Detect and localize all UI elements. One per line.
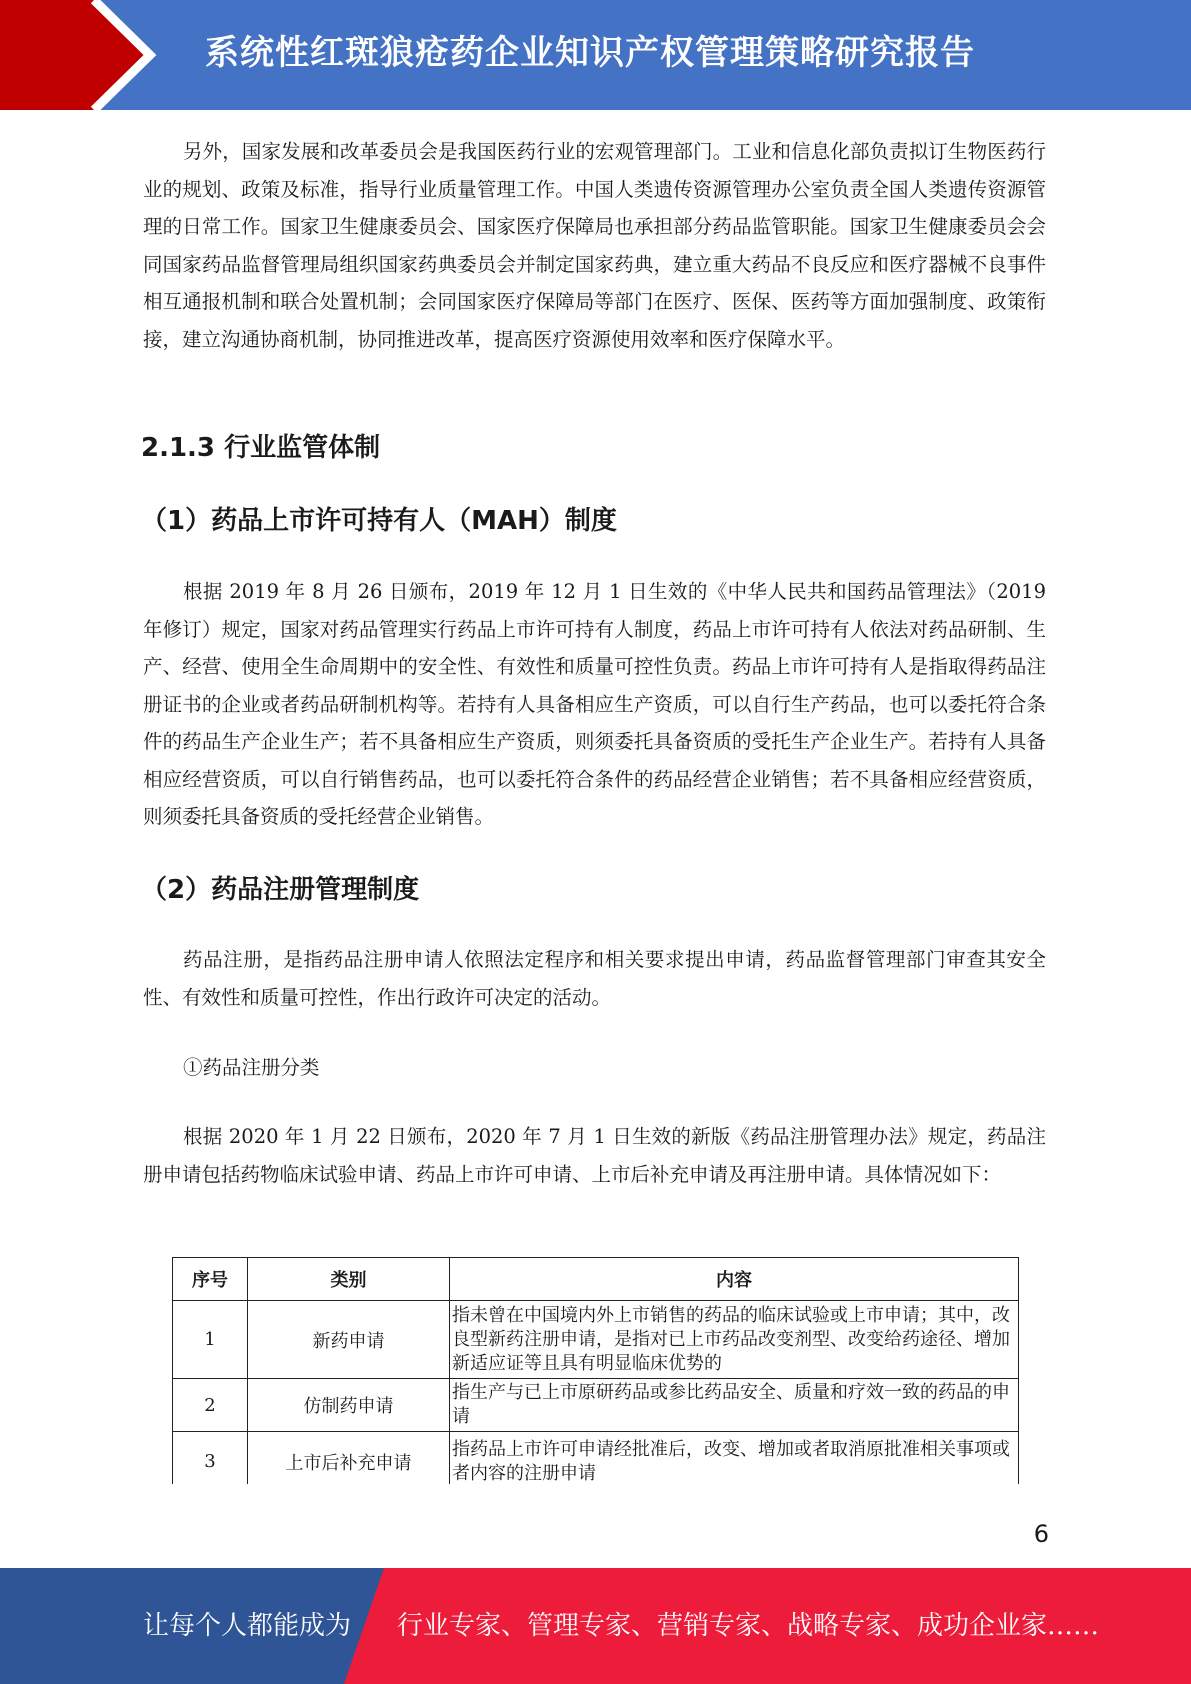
paragraph-registration-rules: 根据 2020 年 1 月 22 日颁布，2020 年 7 月 1 日生效的新版《药品注册管理办法》规定，药品注册申请包括药物临床试验申请、药品上市许可申请、上市后补充申请及再注册申请。具体情况如下： xyxy=(143,1125,1046,1186)
cell-content: 指药品上市许可申请经批准后，改变、增加或者取消原批准相关事项或者内容的注册申请 xyxy=(450,1432,1019,1492)
subheading-mah: （1）药品上市许可持有人（MAH）制度 xyxy=(141,506,617,536)
column-header-type: 类别 xyxy=(248,1258,450,1301)
column-header-content: 内容 xyxy=(450,1258,1019,1301)
table-header-row xyxy=(173,1258,1019,1301)
report-title: 系统性红斑狼疮药企业知识产权管理策略研究报告 xyxy=(205,33,975,73)
cell-type: 上市后补充申请 xyxy=(248,1432,450,1492)
registration-types-table xyxy=(172,1257,1019,1492)
column-header-no: 序号 xyxy=(173,1258,248,1301)
cell-no: 1 xyxy=(173,1301,248,1379)
section-heading-2-1-3: 2.1.3 行业监管体制 xyxy=(141,433,381,463)
paragraph-regulators: 另外，国家发展和改革委员会是我国医药行业的宏观管理部门。工业和信息化部负责拟订生物医药行业的规划、政策及标准，指导行业质量管理工作。中国人类遗传资源管理办公室负责全国人类遗传资源管理的日常工作。国家卫生健康委员会、国家医疗保障局也承担部分药品监管职能。国家卫生健康委员会会同国家药品监督管理局组织国家药典委员会并制定国家药典，建立重大药品不良反应和医疗器械不良事件相互通报机制和联合处置机制；会同国家医疗保障局等部门在医疗、医保、医药等方面加强制度、政策衔接，建立沟通协商机制，协同推进改革，提高医疗资源使用效率和医疗保障水平。 xyxy=(143,140,1046,351)
table-row xyxy=(173,1379,1019,1432)
cell-no: 2 xyxy=(173,1379,248,1432)
paragraph-registration-definition: 药品注册，是指药品注册申请人依照法定程序和相关要求提出申请，药品监督管理部门审查其安全性、有效性和质量可控性，作出行政许可决定的活动。 xyxy=(143,948,1046,1009)
footer-slogan-left: 让每个人都能成为 xyxy=(143,1611,352,1641)
table-continuation-mask xyxy=(160,1484,1040,1514)
cell-type: 仿制药申请 xyxy=(248,1379,450,1432)
cell-content: 指生产与已上市原研药品或参比药品安全、质量和疗效一致的药品的申请 xyxy=(450,1379,1019,1432)
cell-content: 指未曾在中国境内外上市销售的药品的临床试验或上市申请；其中，改良型新药注册申请，是指对已上市药品改变剂型、改变给药途径、增加新适应证等且具有明显临床优势的 xyxy=(450,1301,1019,1379)
page-header xyxy=(0,0,1191,110)
table-row xyxy=(173,1301,1019,1379)
footer-slogan-right: 行业专家、管理专家、营销专家、战略专家、成功企业家…… xyxy=(397,1611,1100,1641)
subheading-registration: （2）药品注册管理制度 xyxy=(141,875,420,905)
cell-type: 新药申请 xyxy=(248,1301,450,1379)
page-number: 6 xyxy=(1033,1520,1049,1548)
paragraph-registration-category: ①药品注册分类 xyxy=(183,1056,320,1079)
paragraph-mah: 根据 2019 年 8 月 26 日颁布，2019 年 12 月 1 日生效的《中华人民共和国药品管理法》（2019 年修订）规定，国家对药品管理实行药品上市许可持有人制度，药品上市许可持有人依法对药品研制、生产、经营、使用全生命周期中的安全性、有效性和质量可控性负责。药品上市许可持有人是指取得药品注册证书的企业或者药品研制机构等。若持有人具备相应生产资质，可以自行生产药品，也可以委托符合条件的药品生产企业生产；若不具备相应生产资质，则须委托具备资质的受托生产企业生产。若持有人具备相应经营资质，可以自行销售药品，也可以委托符合条件的药品经营企业销售；若不具备相应经营资质，则须委托具备资质的受托经营企业销售。 xyxy=(143,580,1046,828)
page-footer xyxy=(0,1568,1191,1684)
table-row xyxy=(173,1432,1019,1492)
cell-no: 3 xyxy=(173,1432,248,1492)
